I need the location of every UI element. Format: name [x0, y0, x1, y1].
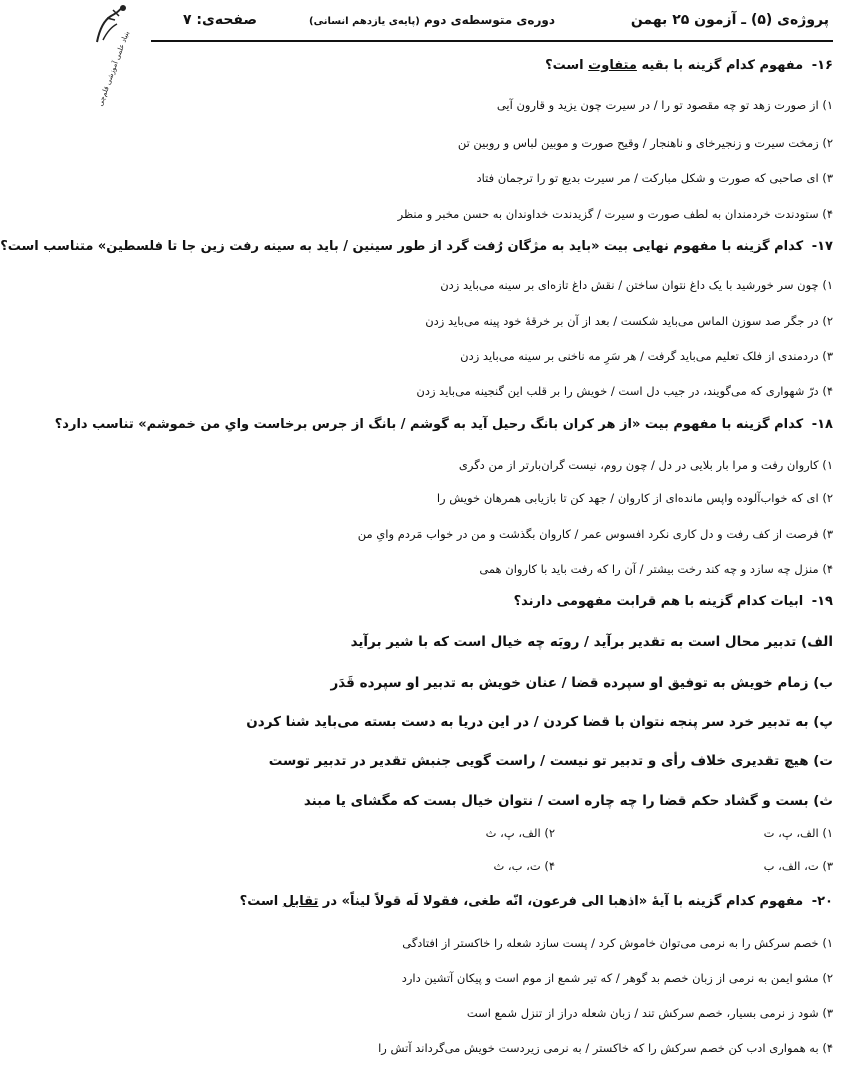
verse-alef: الف) تدبیر محال است به تقدیر برآید / روبَه چه خیال است که با شیر برآید — [350, 634, 833, 650]
option-20-4[interactable]: ۴) به همواری ادب کن خصم سرکش را که خاکستر / به نرمی زیردست خویش می‌گرداند آتش را — [378, 1041, 833, 1055]
ghalamchi-logo-icon — [93, 2, 151, 108]
verse-pe: پ) به تدبیر خرد سر پنجه نتوان با قضا کردن / در این دریا به دست بسته می‌باید شنا کردن — [246, 714, 833, 730]
verse-be: ب) زمام خویش به توفیق او سپرده قضا / عنان خویش به تدبیر او سپرده قَدَر — [330, 675, 833, 691]
page-number: صفحه‌ی: ۷ — [183, 12, 258, 28]
option-17-3[interactable]: ۳) دردمندی از فلک تعلیم می‌باید گرفت / هر سَرِ مه ناخنی بر سینه می‌باید زدن — [460, 349, 833, 363]
option-17-4[interactable]: ۴) درّ شهواری که می‌گویند، در جیب دل است / خویش را بر قلب این گنجینه می‌باید زدن — [416, 384, 833, 398]
option-20-1[interactable]: ۱) خصم سرکش را به نرمی می‌توان خاموش کرد / پست سازد شعله را خاکستر از افتادگی — [402, 936, 833, 950]
question-number: ۱۷- — [811, 239, 833, 254]
emphasis-word: متفاوت — [588, 58, 637, 73]
question-number: ۲۰- — [811, 894, 833, 909]
exam-title: پروژه‌ی (۵) ـ آزمون ۲۵ بهمن — [630, 12, 829, 28]
option-17-2[interactable]: ۲) در جگر صد سوزن الماس می‌باید شکست / بعد از آن بر خرقهٔ خود پینه می‌باید زدن — [425, 314, 833, 328]
option-18-3[interactable]: ۳) فرصت از کف رفت و دل کاری نکرد افسوس عمر / کاروان بگذشت و من در خواب مَردم وایِ من — [357, 527, 833, 541]
logo-text: بنیاد علمی آموزشی قلم‌چی — [96, 29, 131, 108]
question-stem: ۲۰- مفهوم کدام گزینه با آیهٔ «اذهبا الی فرعون، انّه طغی، فقولا لَه قولاً لیناً» در تقابل است؟ — [239, 894, 833, 909]
option-19-3[interactable]: ۳) ت، الف، ب — [763, 859, 833, 873]
option-20-3[interactable]: ۳) شود ز نرمی بسیار، خصم سرکش تند / زبان شعله دراز از تنزل شمع است — [466, 1006, 833, 1020]
course-name: دوره‌ی متوسطه‌ی دوم — [424, 13, 555, 27]
question-17 — [0, 238, 833, 256]
course-grade: (پایه‌ی یازدهم انسانی) — [309, 16, 420, 27]
option-17-1[interactable]: ۱) چون سر خورشید با یک داغ نتوان ساختن / نقش داغ تازه‌ای بر سینه می‌باید زدن — [440, 278, 833, 292]
option-20-2[interactable]: ۲) مشو ایمن به نرمی از زبان خصم بد گوهر / که تیر شمع از موم است و پیکان آتشین دارد — [401, 971, 833, 985]
course-label — [309, 13, 555, 27]
header-divider — [151, 40, 833, 42]
option-16-1[interactable]: ۱) از صورت زهد تو چه مقصود تو را / در سیرت چون یزید و قارون آیی — [496, 98, 833, 112]
question-16 — [109, 57, 833, 75]
question-stem: ۱۸- کدام گزینه با مفهوم بیت «از هر کران بانگ رحیل آید به گوشم / بانگ از جرس برخاست وایِ من خموشم» تناسب دارد؟ — [54, 417, 833, 432]
option-16-4[interactable]: ۴) ستودندت خردمندان به لطف صورت و سیرت / گزیدندت خداوندان به حسن مخبر و منظر — [397, 207, 833, 221]
question-number: ۱۸- — [811, 417, 833, 432]
verse-se: ث) بست و گشاد حکم قضا را چه چاره است / نتوان خیال بست که مگشای یا مبند — [303, 793, 833, 809]
option-18-2[interactable]: ۲) ای که خواب‌آلوده واپس مانده‌ای از کاروان / جهد کن تا بازیابی همرهان خویش را — [436, 491, 833, 505]
question-19 — [109, 593, 833, 611]
option-16-2[interactable]: ۲) زمخت سیرت و زنجیرخای و ناهنجار / وقیح صورت و موبین لباس و روبین تن — [457, 136, 833, 150]
option-16-3[interactable]: ۳) ای صاحبی که صورت و شکل مبارکت / مر سیرت بدیع تو را ترجمان فتاد — [476, 171, 833, 185]
verse-te: ت) هیچ تقدیری خلاف رأی و تدبیر تو نیست / راست گویی جنبش تقدیر در تدبیر توست — [268, 753, 833, 769]
question-stem: ۱۷- کدام گزینه با مفهوم نهایی بیت «باید به مژگان رُفت گرد از طور سینین / باید به سینه رفت زین جا تا فلسطین» متناسب است؟ — [0, 239, 833, 254]
question-number: ۱۶- — [811, 58, 833, 73]
option-18-4[interactable]: ۴) منزل چه سازد و چه کند رخت بیشتر / آن را که رفت باید با کاروان همی — [479, 562, 833, 576]
option-19-1[interactable]: ۱) الف، پ، ت — [763, 826, 833, 840]
question-18 — [54, 416, 833, 434]
question-number: ۱۹- — [811, 594, 833, 609]
option-19-4[interactable]: ۴) ت، ب، ث — [493, 859, 555, 873]
question-20 — [109, 893, 833, 911]
question-stem: ۱۶- مفهوم کدام گزینه با بقیه متفاوت است؟ — [545, 58, 833, 73]
emphasis-word: تقابل — [282, 894, 319, 909]
question-stem: ۱۹- ابیات کدام گزینه با هم قرابت مفهومی دارند؟ — [513, 594, 833, 609]
option-19-2[interactable]: ۲) الف، پ، ث — [485, 826, 555, 840]
option-18-1[interactable]: ۱) کاروان رفت و مرا بار بلایی در دل / چون روم، نیست گران‌بارتر از من دگری — [458, 458, 833, 472]
